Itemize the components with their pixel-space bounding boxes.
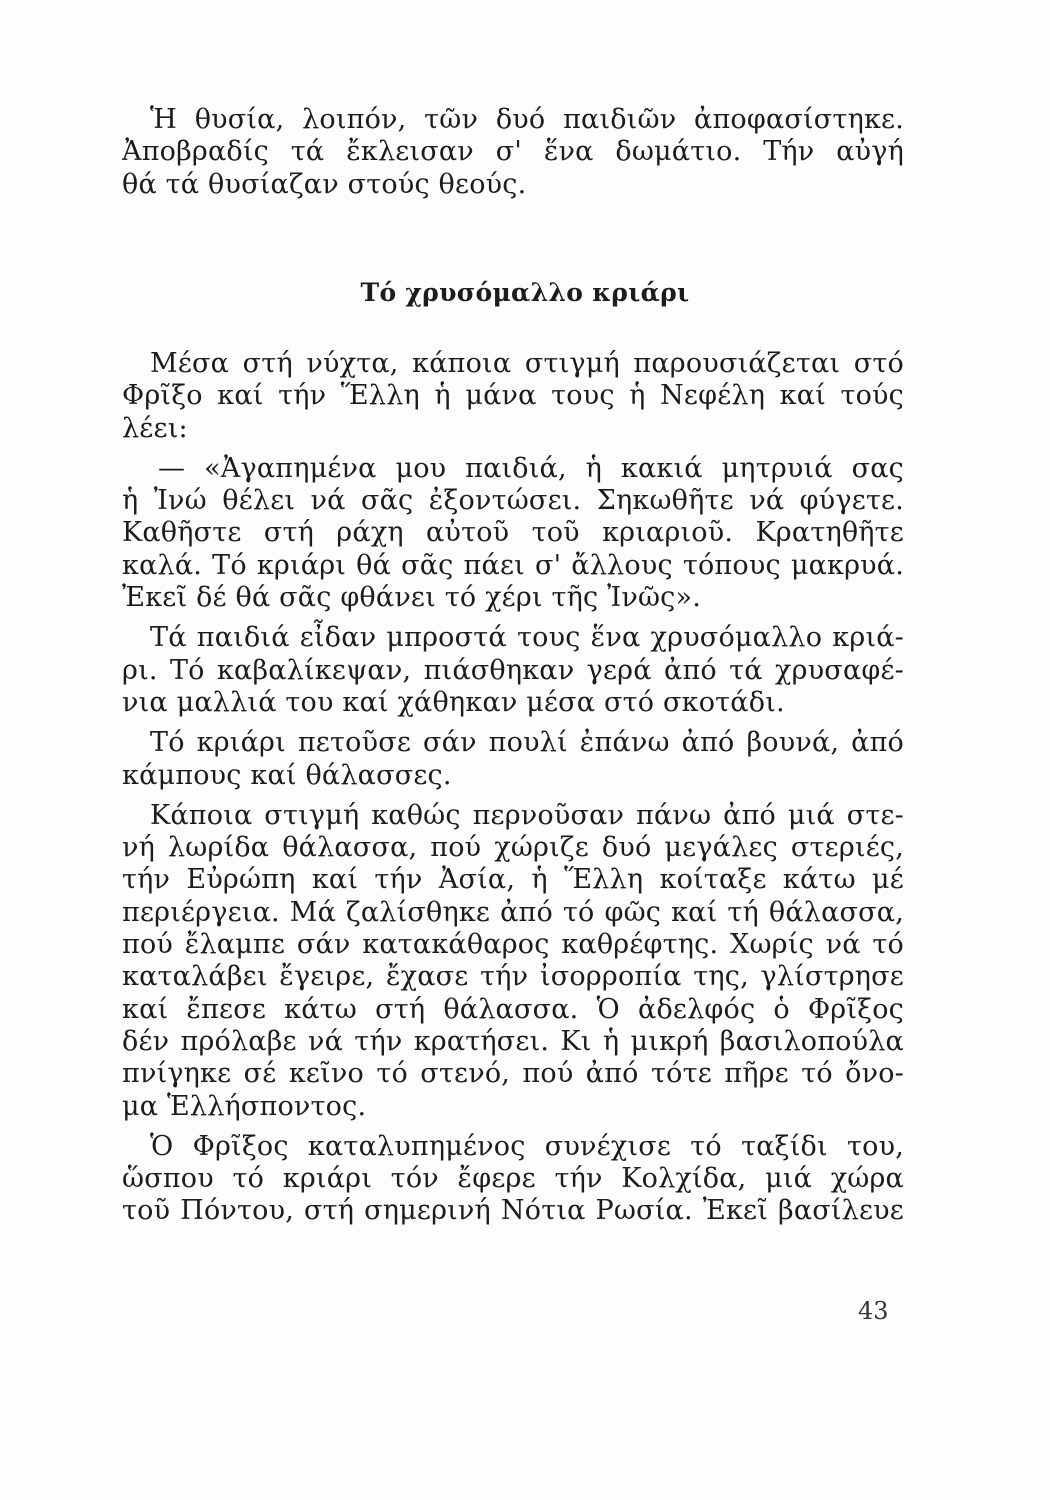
text-line: καλά. Τό κριάρι θά σᾶς πάει σ' ἄλλους τόπους μακρυά. [122,549,904,581]
section-body [122,348,904,1228]
text-line: τήν Εὐρώπη καί τήν Ἀσία, ἡ Ἕλλη κοίταξε κάτω μέ [122,864,904,896]
text-line: Καθῆστε στή ράχη αὐτοῦ τοῦ κριαριοῦ. Κρατηθῆτε [122,517,904,549]
text-line: θά τά θυσίαζαν στούς θεούς. [122,168,527,200]
text-line: ὥσπου τό κριάρι τόν ἔφερε τήν Κολχίδα, μιά χώρα [122,1163,904,1195]
text-line: πνίγηκε σέ κεῖνο τό στενό, πού ἀπό τότε πῆρε τό ὄνο- [122,1058,904,1090]
paragraph [122,1131,904,1228]
text-line: δέν πρόλαβε νά τήν κρατήσει. Κι ἡ μικρή βασιλοπούλα [122,1025,904,1057]
opening-paragraph [122,104,904,201]
text-line: νή λωρίδα θάλασσα, πού χώριζε δυό μεγάλες στεριές, [122,832,904,864]
text-line: ἡ Ἰνώ θέλει νά σᾶς ἐξοντώσει. Σηκωθῆτε νά φύγετε. [122,485,904,517]
text-line: Μέσα στή νύχτα, κάποια στιγμή παρουσιάζεται στό [150,348,904,379]
text-line: νια μαλλιά του καί χάθηκαν μέσα στό σκοτάδι. [122,686,785,718]
text-line: Ἡ θυσία, λοιπόν, τῶν δυό παιδιῶν ἀποφασίστηκε. [150,104,904,135]
text-line: λέει: [122,412,188,444]
text-line: καταλάβει ἔγειρε, ἔχασε τήν ἰσορροπία της, γλίστρησε [122,961,904,993]
paragraph [122,727,904,792]
text-line: Ἐκεῖ δέ θά σᾶς φθάνει τό χέρι τῆς Ἰνῶς». [122,582,701,614]
text-line: Ὁ Φρῖξος καταλυπημένος συνέχισε τό ταξίδι του, [150,1130,904,1162]
text-line: Ἀποβραδίς τά ἔκλεισαν σ' ἕνα δωμάτιο. Τήν αὐγή [122,136,904,168]
text-line: καί ἔπεσε κάτω στή θάλασσα. Ὁ ἀδελφός ὁ Φρῖξος [122,993,904,1025]
text-line: πού ἔλαμπε σάν κατακάθαρος καθρέφτης. Χωρίς νά τό [122,929,904,961]
text-line: — «Ἀγαπημένα μου παιδιά, ἡ κακιά μητρυιά σας [158,452,904,484]
text-line: Τό κριάρι πετοῦσε σάν πουλί ἐπάνω ἀπό βουνά, ἀπό [150,727,904,759]
paragraph [122,453,904,614]
text-line: Τά παιδιά εἶδαν μπροστά τους ἕνα χρυσόμαλλο κριά- [150,622,904,654]
section-heading: Τό χρυσόμαλλο κριάρι [360,278,690,307]
paragraph [122,800,904,1123]
paragraph [122,348,904,445]
text-line: Φρῖξο καί τήν Ἕλλη ἡ μάνα τους ἡ Νεφέλη καί τούς [122,380,904,412]
text-line: ρι. Τό καβαλίκεψαν, πιάσθηκαν γερά ἀπό τά χρυσαφέ- [122,654,904,686]
text-line: τοῦ Πόντου, στή σημερινή Νότια Ρωσία. Ἐκεῖ βασίλευε [122,1195,904,1227]
page-number: 43 [858,1297,889,1325]
text-line: μα Ἑλλήσποντος. [122,1090,367,1122]
paragraph [122,622,904,719]
text-line: Κάποια στιγμή καθώς περνοῦσαν πάνω ἀπό μιά στε- [150,799,904,831]
text-line: κάμπους καί θάλασσες. [122,759,452,791]
text-line: περιέργεια. Μά ζαλίσθηκε ἀπό τό φῶς καί τή θάλασσα, [122,896,904,928]
